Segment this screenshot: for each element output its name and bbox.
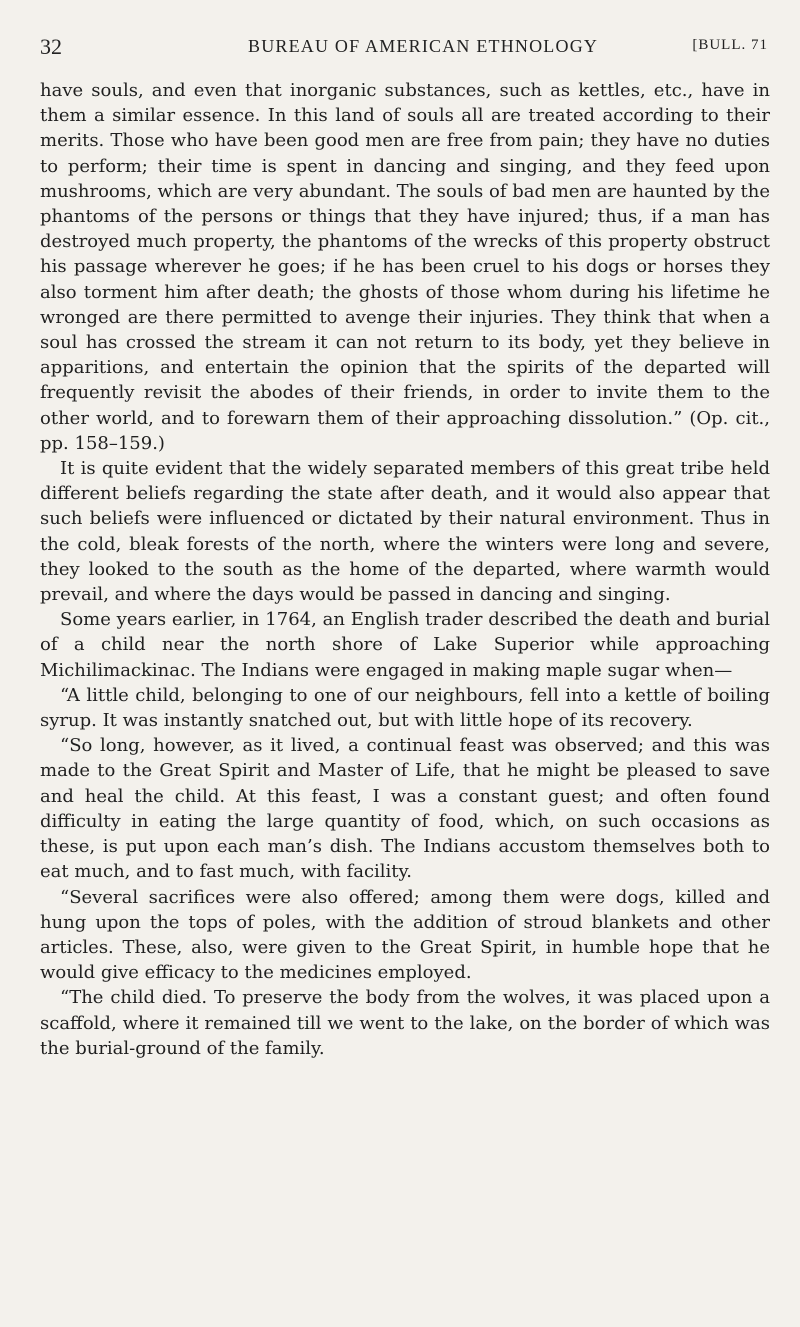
quoted-paragraph: “Several sacrifices were also offered; among them were dogs, killed and hung upon the tops of poles, with the addition of stroud blankets and other articles. These, also, were given to the Great Spirit, in humble hope that he would give efficacy to the medicines employed. xyxy=(40,886,770,984)
paragraph-continuation: have souls, and even that inorganic substances, such as kettles, etc., have in them a similar essence. In this land of souls all are treated according to their merits. Those who have been good men are free from pain; they have no duties to perform; their time is spent in dancing and singing, and they feed upon mushrooms, which are very abundant. The souls of bad men are haunted by the phantoms of the persons or things that they have injured; thus, if a man has destroyed much property, the phantoms of the wrecks of this property obstruct his passage wherever he goes; if he has been cruel to his dogs or horses they also torment him after death; the ghosts of those whom during his lifetime he wronged are there permitted to avenge their injuries. They think that when a soul has crossed the stream it can not return to its body, yet they believe in apparitions, and entertain the opinion that the spirits of the departed will frequently revisit the abodes of their friends, in order to invite them to the other world, and to forewarn them of their approaching dissolution.” (Op. cit., pp. 158–159.) xyxy=(40,80,771,454)
paragraph: Some years earlier, in 1764, an English trader described the death and burial of a child near the north shore of Lake Superior while approaching Michilimackinac. The Indians were engaged in making maple sugar when— xyxy=(40,609,770,681)
quoted-paragraph: “A little child, belonging to one of our neighbours, fell into a kettle of boiling syrup. It was instantly snatched out, but with little hope of its recovery. xyxy=(40,684,770,732)
quoted-paragraph: “So long, however, as it lived, a continual feast was observed; and this was made to the Great Spirit and Master of Life, that he might be pleased to save and heal the child. At this feast, I was a constant guest; and often found difficulty in eating the large quantity of food, which, on such occasions as these, is put upon each man’s dish. The Indians accustom themselves both to eat much, and to fast much, with facility. xyxy=(40,735,770,883)
page-number: 32 xyxy=(40,34,62,59)
body-text xyxy=(40,78,770,1061)
running-header xyxy=(40,34,770,66)
quoted-paragraph: “The child died. To preserve the body from the wolves, it was placed upon a scaffold, where it remained till we went to the lake, on the border of which was the burial-ground of the family. xyxy=(40,987,770,1059)
book-page xyxy=(40,34,770,1061)
bulletin-reference: [BULL. 71 xyxy=(692,37,768,53)
running-title: BUREAU OF AMERICAN ETHNOLOGY xyxy=(248,36,599,56)
paragraph: It is quite evident that the widely separated members of this great tribe held different beliefs regarding the state after death, and it would also appear that such beliefs were influenced or dictated by their natural environment. Thus in the cold, bleak forests of the north, where the winters were long and severe, they looked to the south as the home of the departed, where warmth would prevail, and where the days would be passed in dancing and singing. xyxy=(40,458,770,606)
